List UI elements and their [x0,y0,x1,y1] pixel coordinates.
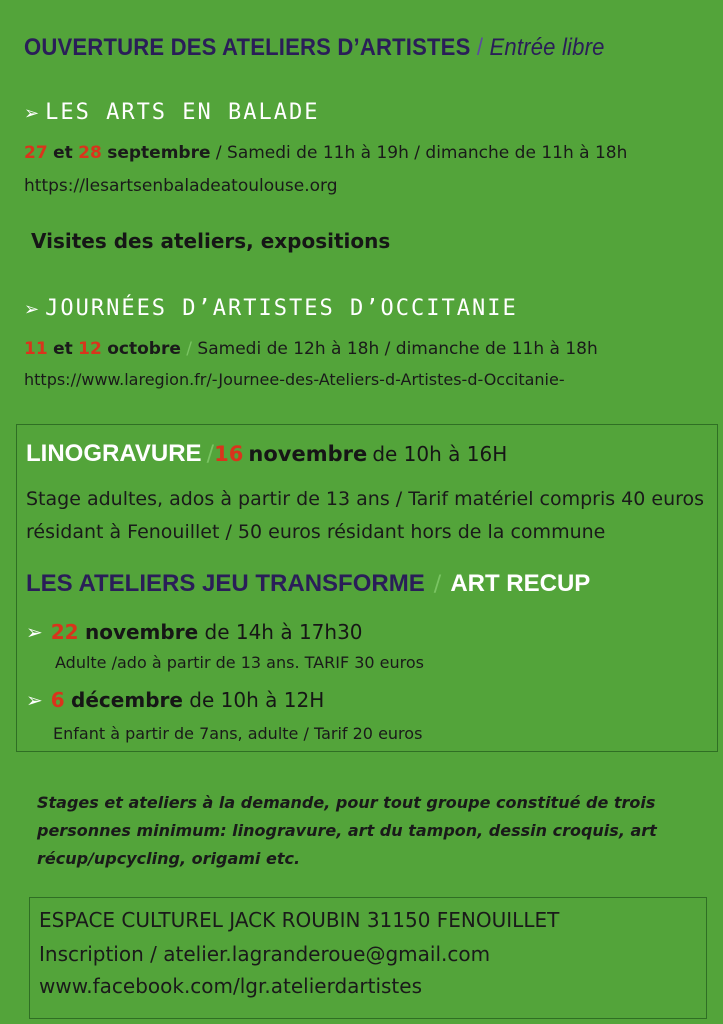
lino-heading [26,440,507,468]
arrow-icon: ➢ [26,688,43,712]
title-slash: / [476,34,484,61]
date-and: et [53,143,73,163]
title-text: OUVERTURE DES ATELIERS D’ARTISTES [24,34,471,61]
lino-month: novembre [248,442,368,466]
session-time: de 14h à 17h30 [204,620,363,644]
date-day: 11 [24,339,48,359]
session-detail: Enfant à partir de 7ans, adulte / Tarif 20 euros [53,724,423,743]
date-month: septembre [107,143,211,163]
journees-title: JOURNÉES D’ARTISTES D’OCCITANIE [45,296,518,321]
arts-balade-title: LES ARTS EN BALADE [45,100,320,125]
journees-url[interactable]: https://www.laregion.fr/-Journee-des-Ateliers-d-Artistes-d-Occitanie- [24,370,565,389]
arrow-icon: ➢ [24,103,40,124]
date-month: octobre [107,339,181,359]
session-detail: Adulte /ado à partir de 13 ans. TARIF 30 euros [55,653,425,672]
session-month: décembre [71,688,183,712]
session-row [26,620,363,644]
arts-balade-url[interactable]: https://lesartsenbaladeatoulouse.org [24,176,338,196]
arrow-icon: ➢ [24,299,40,320]
visits-text: Visites des ateliers, expositions [31,229,391,253]
date-and: et [53,339,73,359]
lino-time: de 10h à 16H [372,442,508,466]
journees-heading [24,296,518,321]
contact-facebook[interactable]: www.facebook.com/lgr.atelierdartistes [39,974,422,998]
date-day: 27 [24,143,48,163]
journees-dates [24,339,598,359]
session-day: 22 [50,620,79,644]
jeu-heading [26,570,590,598]
lino-day: 16 [214,442,244,466]
arts-balade-heading [24,100,320,125]
page-title [24,34,605,62]
arts-balade-dates [24,143,627,163]
title-subtitle: Entrée libre [489,34,605,61]
jeu-slash: / [433,572,442,597]
contact-address: ESPACE CULTUREL JACK ROUBIN 31150 FENOUILLET [39,908,560,932]
date-day: 28 [78,143,102,163]
date-day: 12 [78,339,102,359]
arrow-icon: ➢ [26,620,43,644]
stages-note: Stages et ateliers à la demande, pour tout groupe constitué de trois personnes minimum: linogravure, art du tampon, dessin croquis, art récup/upcycling, origami etc. [37,793,657,868]
session-month: novembre [84,620,199,644]
session-row [26,688,324,712]
lino-slash: / [206,442,215,467]
schedule-text: / Samedi de 11h à 19h / dimanche de 11h à 18h [215,143,628,163]
date-slash: / [186,339,193,359]
lino-description: Stage adultes, ados à partir de 13 ans / Tarif matériel compris 40 euros résidant à Fenouillet / 50 euros résidant hors de la commune [26,488,705,543]
session-day: 6 [50,688,65,712]
jeu-title: LES ATELIERS JEU TRANSFORME [26,570,425,597]
session-time: de 10h à 12H [189,688,325,712]
lino-title: LINOGRAVURE [26,440,202,467]
jeu-subtitle: ART RECUP [450,570,591,597]
schedule-text: Samedi de 12h à 18h / dimanche de 11h à 18h [197,339,598,359]
contact-inscription[interactable]: Inscription / atelier.lagranderoue@gmail.com [39,942,491,966]
